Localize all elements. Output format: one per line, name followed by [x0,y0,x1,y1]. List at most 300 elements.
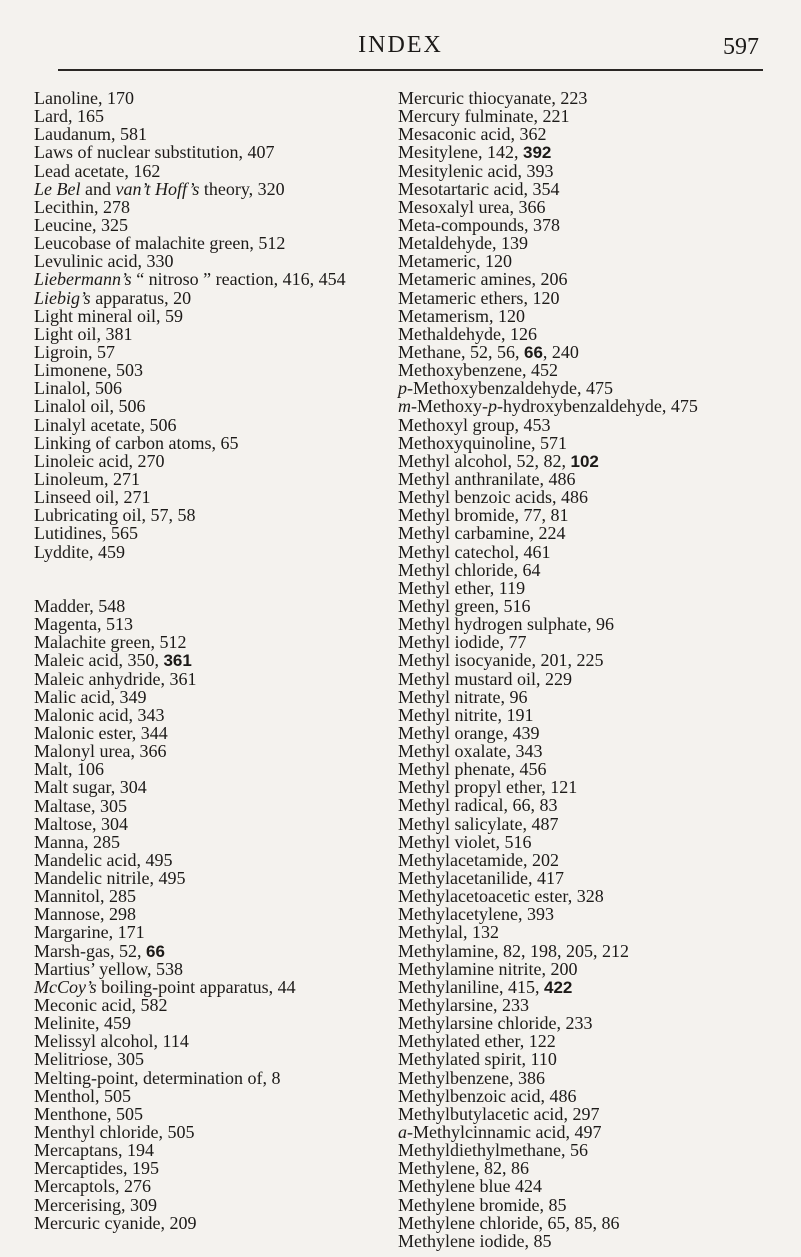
page-references [533,106,569,126]
term-segment: Manna [34,831,84,852]
index-entry [398,325,698,343]
page-reference: , 110 [521,1049,557,1070]
term-segment: apparatus [90,287,165,308]
page-reference: , 171 [108,922,145,943]
term-segment: Linseed oil [34,487,115,508]
page-references [121,1195,157,1215]
page-references [494,596,530,616]
term-segment: Mesaconic acid [398,124,511,145]
index-term [34,1049,108,1069]
term-segment: Metameric [398,251,476,272]
page-references [561,1140,588,1160]
page-reference: , 565 [102,523,138,544]
page-reference: , 343 [506,741,543,762]
index-entry [398,923,698,941]
page-references [499,977,572,997]
term-segment: Methyl iodide [398,632,500,653]
page-references [514,505,568,525]
page-references [149,868,185,888]
index-entry [398,343,698,361]
term-segment: Marsh-gas [34,940,110,961]
index-term [398,1176,510,1196]
page-reference: , 350, [118,650,164,671]
index-term [34,1140,118,1160]
page-reference: , 393 [517,160,554,181]
page-reference: , 571 [531,432,567,453]
index-term [398,632,500,652]
page-reference: , 201, 225 [531,650,604,671]
page-references [89,542,125,562]
term-segment: Methyl chloride [398,559,514,580]
index-term [398,868,528,888]
term-segment: Methylacetylene [398,904,518,925]
page-references [128,705,164,725]
index-entry [398,869,698,887]
index-entry [34,125,346,143]
page-reference: , 386 [508,1067,545,1088]
index-entry [34,597,346,615]
term-segment: Mercerising [34,1194,121,1215]
page-references [102,523,138,543]
page-reference: , 206 [531,269,568,290]
term-segment: m [398,396,411,417]
term-segment: Methoxyquinoline [398,432,531,453]
index-entry [34,416,346,434]
index-term [34,124,111,144]
page-references [503,795,557,815]
index-entry [398,579,698,597]
index-entry [34,1177,346,1195]
index-entry [398,470,698,488]
index-entry [34,198,346,216]
page-references [269,977,296,997]
term-segment: Lyddite [34,541,89,562]
index-term [398,850,523,870]
page-reference: , 96 [586,614,614,635]
page-reference: , 85 [524,1230,552,1251]
index-entry [398,615,698,633]
index-term [34,415,140,435]
index-term [398,1049,521,1069]
index-term [34,487,114,507]
page-references [158,1122,194,1142]
index-term [34,977,269,997]
page-reference: , 56 [560,1140,588,1161]
term-segment: Methyl hydrogen sulphate [398,614,587,635]
page-reference: , 486 [539,468,576,489]
page-references [510,124,546,144]
page-reference: , 538 [146,958,183,979]
term-segment: Mandelic acid [34,849,137,870]
term-segment: Metameric amines [398,269,532,290]
term-segment: Metameric ethers [398,287,524,308]
page-reference: , 439 [503,722,540,743]
index-term [34,1176,115,1196]
page-references [503,723,539,743]
index-entry [34,833,346,851]
term-segment: Methylene blue [398,1176,511,1197]
index-term [34,233,249,253]
page-references [500,687,527,707]
index-term [34,288,164,308]
index-term [34,1158,123,1178]
page-reference: , 52, [109,940,146,961]
index-entry [398,670,698,688]
index-entry [398,1214,698,1232]
page-references [506,741,542,761]
index-entry [398,506,698,524]
term-segment: van’t Hoff’s [115,178,200,199]
page-reference: , 170 [97,88,134,108]
index-term [398,469,539,489]
index-entry [34,670,346,688]
index-term [34,251,137,271]
page-references [517,161,553,181]
term-segment: Methylacetanilide [398,868,528,889]
page-reference: , 461 [514,541,551,562]
page-reference: , 505 [95,1085,131,1106]
page-references [524,215,560,235]
term-segment: Levulinic acid [34,251,138,272]
page-reference: , 285 [100,886,136,907]
page-references [539,469,575,489]
page-reference: , 44 [268,976,296,997]
page-reference: , 503 [106,360,143,381]
term-segment: p [398,378,407,399]
index-entry [34,107,346,125]
index-term [34,179,249,199]
page-reference: , 114 [153,1031,189,1052]
term-segment: Methyl radical [398,795,504,816]
page-reference: , 416, 454 [273,269,346,290]
term-segment: Linalol oil [34,396,110,417]
index-entry [34,289,346,307]
term-segment: Mercaptans [34,1140,118,1161]
index-term [398,269,531,289]
index-entry [34,996,346,1014]
index-term [398,650,531,670]
page-reference: , 221 [533,106,570,127]
index-term [34,505,141,525]
page-references [249,233,285,253]
page-references [97,614,133,634]
page-references [91,796,127,816]
index-entry [398,905,698,923]
page-references [539,1195,566,1215]
index-term [34,723,132,743]
page-header-title: INDEX [358,32,443,58]
index-term [34,705,128,725]
index-term [398,741,506,761]
page-references [489,306,525,326]
index-entry [398,851,698,869]
index-term [34,542,89,562]
term-segment: Methaldehyde [398,323,501,344]
index-term [34,941,110,961]
page-reference: , 495 [136,849,173,870]
index-entry [398,1177,698,1195]
page-references [92,215,128,235]
index-entry [34,379,346,397]
index-entry [398,1050,698,1068]
page-reference: , 328 [567,886,604,907]
term-segment: Methyl orange [398,722,504,743]
index-entry [34,905,346,923]
term-segment: Mesitylene [398,142,478,163]
page-reference: , 417 [527,868,564,889]
page-references [111,777,147,797]
term-segment: Methylated spirit [398,1049,522,1070]
page-references [463,922,499,942]
page-reference: , 285 [83,831,120,852]
index-entry [34,162,346,180]
index-entry [34,1214,346,1232]
term-segment: Methylarsine chloride [398,1013,557,1034]
page-reference: , 57 [88,341,115,362]
page-reference: , 66, 83 [503,795,558,816]
index-entry [398,434,698,452]
term-segment: Metaldehyde [398,233,492,254]
term-segment: Martius’ yellow [34,958,147,979]
page-reference: , 505 [158,1122,195,1143]
index-entry [398,760,698,778]
page-references [154,1031,189,1051]
term-segment: Methylene iodide [398,1230,525,1251]
page-reference: , 139 [491,233,528,254]
index-entry [34,524,346,542]
page-reference: , 85 [539,1194,567,1215]
index-entry [398,778,698,796]
page-reference: , 381 [96,323,133,344]
index-entry [398,198,698,216]
index-term [398,288,523,308]
term-segment: Mannose [34,904,100,925]
page-reference: , 65, 85, 86 [538,1212,620,1233]
page-reference: , 276 [114,1176,151,1197]
index-term [398,523,529,543]
page-reference: , 120 [523,287,560,308]
header-rule [58,69,763,71]
page-references [514,542,550,562]
index-entry [34,325,346,343]
page-references [509,1068,545,1088]
page-reference: , 343 [128,704,165,725]
index-entry [398,1014,698,1032]
term-segment: Methylamine nitrite [398,958,542,979]
page-reference: , 297 [563,1103,600,1124]
page-references [493,995,529,1015]
term-segment: Margarine [34,922,109,943]
page-references [478,142,551,162]
index-entry [34,1032,346,1050]
term-segment: -Methoxy- [411,396,488,417]
page-references [92,814,128,834]
term-segment: -Methylcinnamic acid [407,1122,566,1143]
page-references [164,288,191,308]
page-references [110,687,146,707]
term-segment: Methyl carbamine [398,523,530,544]
index-entry [398,1032,698,1050]
page-reference: , 65 [211,432,239,453]
page-reference: , 82, 86 [474,1158,529,1179]
index-term [398,705,497,725]
term-segment: Methyl mustard oil [398,668,536,689]
index-term [398,542,514,562]
page-reference: , 96 [500,686,528,707]
term-segment: Methyl isocyanide [398,650,532,671]
term-segment: Mercury fulminate [398,106,534,127]
index-term [34,596,89,616]
page-reference: , 487 [522,813,559,834]
page-reference: , 415, [498,976,544,997]
index-entry [34,778,346,796]
index-entry [398,452,698,470]
index-term [398,669,536,689]
index-entry [34,615,346,633]
page-references [115,1176,151,1196]
index-term [398,777,541,797]
index-term [398,832,496,852]
page-references [111,124,147,144]
page-reference: , 407 [238,142,275,163]
index-entry [398,143,698,161]
page-reference: , 344 [131,722,168,743]
term-segment: Mesotartaric acid [398,178,524,199]
page-reference: , 77 [499,632,527,653]
page-references [540,1086,576,1106]
index-term [398,1231,524,1251]
page-references [110,941,165,961]
page-reference: , 271 [104,468,140,489]
index-term [398,142,478,162]
term-segment: Methyl nitrate [398,686,501,707]
page-references [262,1068,280,1088]
index-term [34,1086,95,1106]
index-term [398,415,515,435]
index-entry [34,869,346,887]
page-reference: , 330 [137,251,174,272]
index-term [34,378,86,398]
term-segment: Lard [34,106,68,127]
index-term [398,1031,520,1051]
term-segment: Mercaptides [34,1158,123,1179]
index-entry [398,1232,698,1250]
index-entry [34,397,346,415]
page-reference: , 495 [149,868,186,889]
page-reference: , 486 [540,1085,577,1106]
index-entry [34,89,346,107]
page-references [524,1231,551,1251]
page-reference: , 271 [114,487,151,508]
index-entry [34,978,346,996]
index-term [398,433,531,453]
term-segment: Menthone [34,1103,107,1124]
page-references [94,197,130,217]
index-term [398,922,463,942]
term-segment: Methyl oxalate [398,741,507,762]
page-reference: , 361 [160,668,197,689]
index-term [34,614,97,634]
page-reference: , 393 [517,904,554,925]
index-term [34,197,94,217]
page-reference: , 120 [488,305,525,326]
page-reference: , 57, 58 [141,505,196,526]
term-segment: Methylene [398,1158,475,1179]
index-entry [398,379,698,397]
index-entry [34,851,346,869]
page-reference: , 20 [164,287,192,308]
page-reference: , 162 [124,160,161,181]
index-entry [34,724,346,742]
term-segment: Methyl propyl ether [398,777,542,798]
index-entry [34,1069,346,1087]
index-entry [398,397,698,415]
index-entry [34,706,346,724]
page-references [118,1140,154,1160]
term-segment: Malachite green [34,632,151,653]
index-entry [398,234,698,252]
page-reference: , 200 [541,958,578,979]
page-references [84,832,120,852]
index-entry [398,1141,698,1159]
page-references [501,324,537,344]
index-term [398,324,501,344]
principal-page-reference: 361 [163,651,192,671]
term-segment: Methyl alcohol [398,450,508,471]
term-segment: Maleic anhydride [34,668,161,689]
index-entry [34,1141,346,1159]
term-segment: Lutidines [34,523,102,544]
term-segment: Methyl ether [398,577,490,598]
index-term [34,1031,154,1051]
index-term [34,904,100,924]
page-references [141,505,195,525]
page-reference: , 305 [90,795,127,816]
term-segment: Maleic acid [34,650,119,671]
page-reference: , 362 [510,124,547,145]
index-entry [398,1069,698,1087]
page-reference: , 224 [529,523,566,544]
page-reference: , 497 [565,1122,602,1143]
index-entry [398,1087,698,1105]
term-segment: p [487,396,497,417]
page-reference: , 304 [110,777,147,798]
index-term [398,1158,475,1178]
principal-page-reference: 66 [145,941,165,961]
index-term [398,215,524,235]
page-reference: , 119 [489,577,526,598]
page-reference: , 229 [536,668,572,689]
term-segment: Mercuric cyanide [34,1212,161,1233]
index-term [34,741,130,761]
index-entry [34,270,346,288]
page-references [124,161,160,181]
page-references [509,197,545,217]
page-reference: , 475 [661,396,698,417]
page-references [531,650,603,670]
index-entry [34,1087,346,1105]
term-segment: Mercaptols [34,1176,115,1197]
page-reference: , 516 [494,595,531,616]
term-segment: Methylene chloride [398,1212,539,1233]
index-entry [34,470,346,488]
page-references [107,360,143,380]
term-segment: Laudanum [34,124,111,145]
index-entry [398,1159,698,1177]
index-term [34,433,211,453]
index-term [34,1213,160,1233]
index-entry [398,561,698,579]
